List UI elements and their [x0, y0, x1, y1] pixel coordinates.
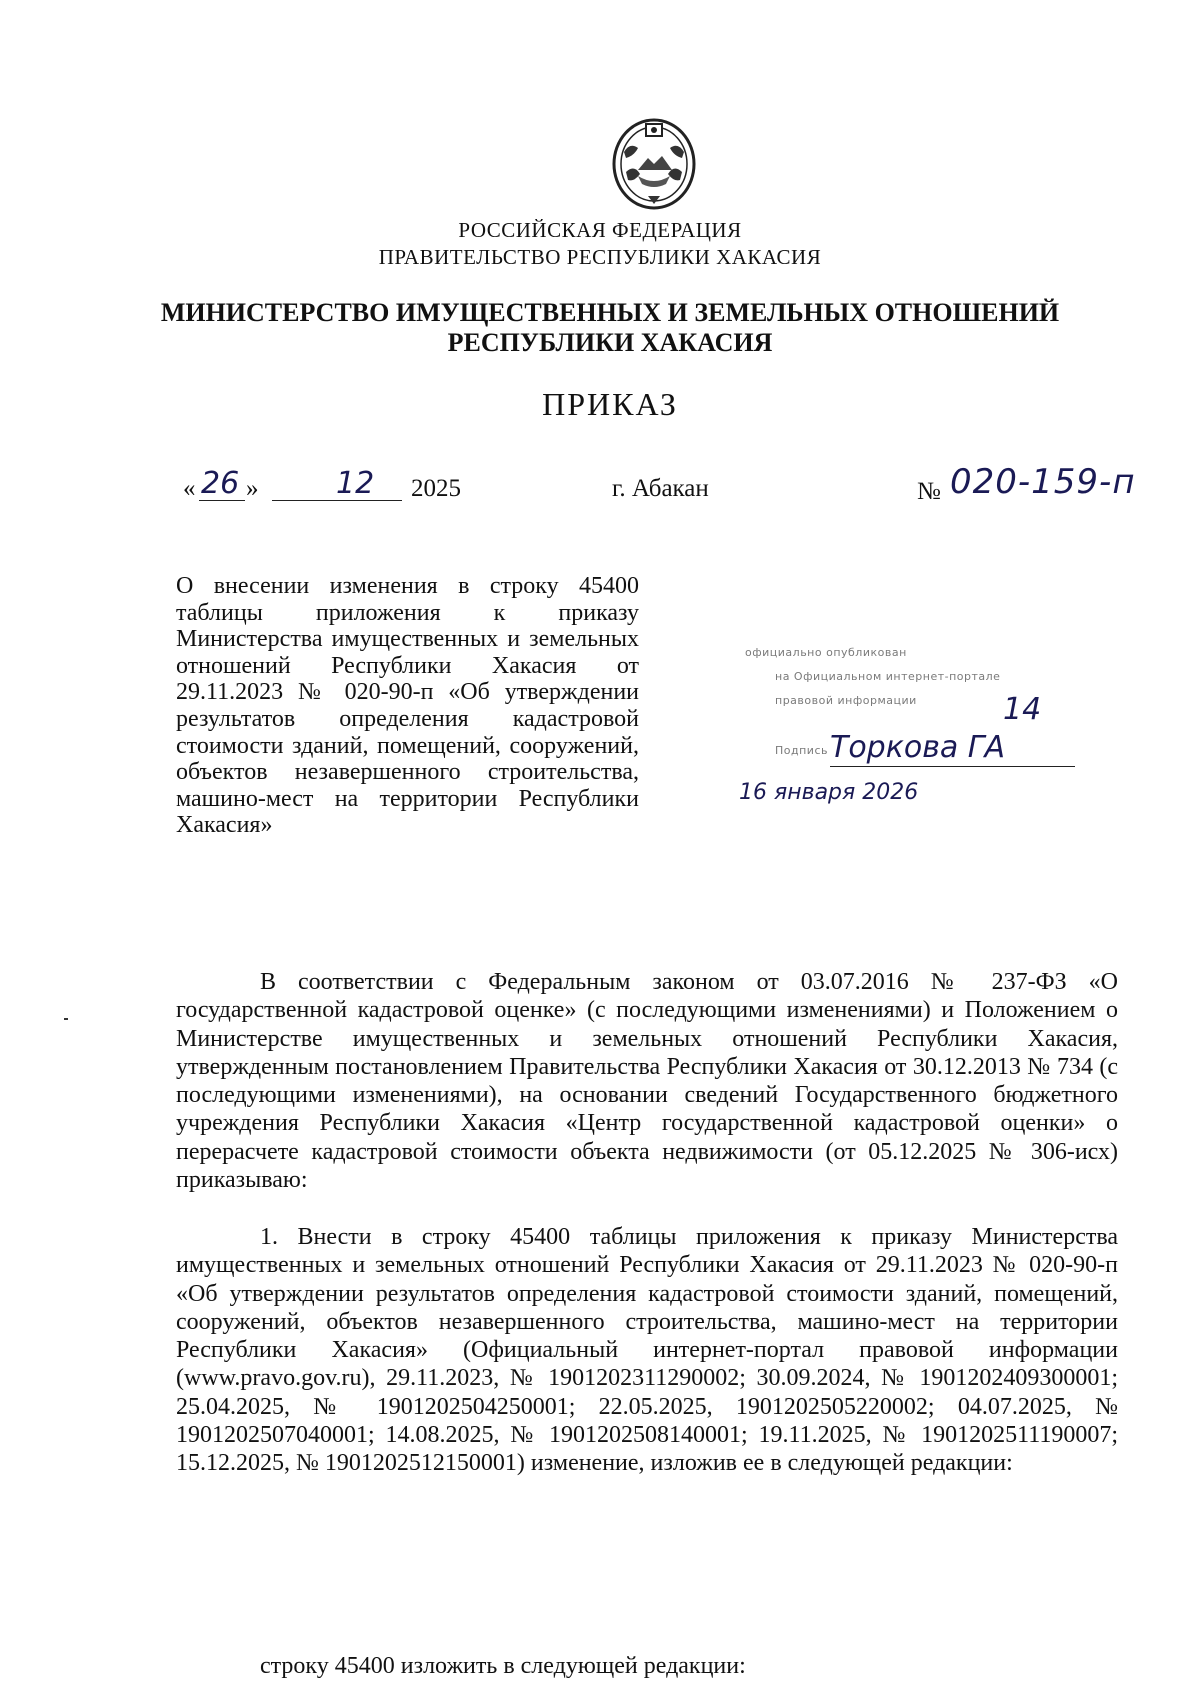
document-type-heading: ПРИКАЗ — [542, 386, 678, 422]
date-day-handwritten: 26 — [201, 466, 240, 501]
country-name: РОССИЙСКАЯ ФЕДЕРАЦИЯ — [458, 218, 742, 242]
stamp-date-handwritten: 16 января 2026 — [739, 780, 919, 805]
ministry-title-line1: МИНИСТЕРСТВО ИМУЩЕСТВЕННЫХ И ЗЕМЕЛЬНЫХ ОТНОШЕНИЙ — [160, 298, 1060, 327]
date-month-underline — [272, 500, 402, 501]
number-sign: № — [917, 478, 941, 505]
stamp-line-4: Подпись — [775, 744, 828, 757]
body-paragraph-preamble: В соответствии с Федеральным законом от 03.07.2016 № 237-ФЗ «О государственной кадастровой оценке» (с последующими изменениями) и Положением о Министерстве имущественных и земельных отношений Республики Хакасия, утвержденным постановлением Правительства Республики Хакасия от 30.12.2013 № 734 (с последующими изменениями), на основании сведений Государственного бюджетного учреждения Республики Хакасия «Центр государственной кадастровой оценки» о перерасчете кадастровой стоимости объекта недвижимости (от 05.12.2025 № 306-исх) приказываю: — [176, 969, 1118, 1194]
body-paragraph-item-1: 1. Внести в строку 45400 таблицы приложения к приказу Министерства имущественных и земельных отношений Республики Хакасия от 29.11.2023 № 020-90-п «Об утверждении результатов определения кадастровой стоимости зданий, помещений, сооружений, объектов незавершенного строительства, машино-мест на территории Республики Хакасия» (Официальный интернет-портал правовой информации (www.pravo.gov.ru), 29.11.2023, № 1901202311290002; 30.09.2024, № 1901202409300001; 25.04.2025, № 1901202504250001; 22.05.2025, 1901202505220002; 04.07.2025, № 1901202507040001; 14.08.2025, № 1901202508140001; 19.11.2025, № 1901202511190007; 15.12.2025, № 1901202512150001) изменение, изложив ее в следующей редакции: — [176, 1224, 1118, 1477]
document-subject: О внесении изменения в строку 45400 таблицы приложения к приказу Министерства имущественных и земельных отношений Республики Хакасия от 29.11.2023 № 020-90-п «Об утверждении результатов определения кадастровой стоимости зданий, помещений, сооружений, объектов незавершенного строительства, машино-мест на территории Республики Хакасия» — [176, 573, 639, 839]
date-year: 2025 — [411, 475, 461, 502]
stamp-signature-line — [830, 766, 1075, 767]
stamp-line-3: правовой информации — [775, 694, 917, 707]
stamp-signature: Торкова ГА — [830, 730, 1006, 765]
date-day-underline — [199, 500, 245, 501]
body-paragraph-row-intro: строку 45400 изложить в следующей редакции: — [260, 1653, 746, 1679]
date-open-quote: « — [183, 475, 196, 502]
stamp-day-handwritten: 14 — [1003, 692, 1042, 727]
publication-stamp — [735, 640, 1075, 830]
date-close-quote: » — [246, 475, 259, 502]
government-name: ПРАВИТЕЛЬСТВО РЕСПУБЛИКИ ХАКАСИЯ — [378, 245, 822, 269]
city-name: г. Абакан — [612, 475, 709, 502]
stamp-line-2: на Официальном интернет-портале — [775, 670, 1001, 683]
coat-of-arms-emblem — [608, 112, 700, 212]
ministry-title-line2: РЕСПУБЛИКИ ХАКАСИЯ — [447, 328, 773, 357]
stamp-line-1: официально опубликован — [745, 646, 907, 659]
margin-mark — [64, 1018, 68, 1020]
document-number-handwritten: 020-159-п — [950, 462, 1136, 502]
date-month-handwritten: 12 — [336, 466, 375, 501]
